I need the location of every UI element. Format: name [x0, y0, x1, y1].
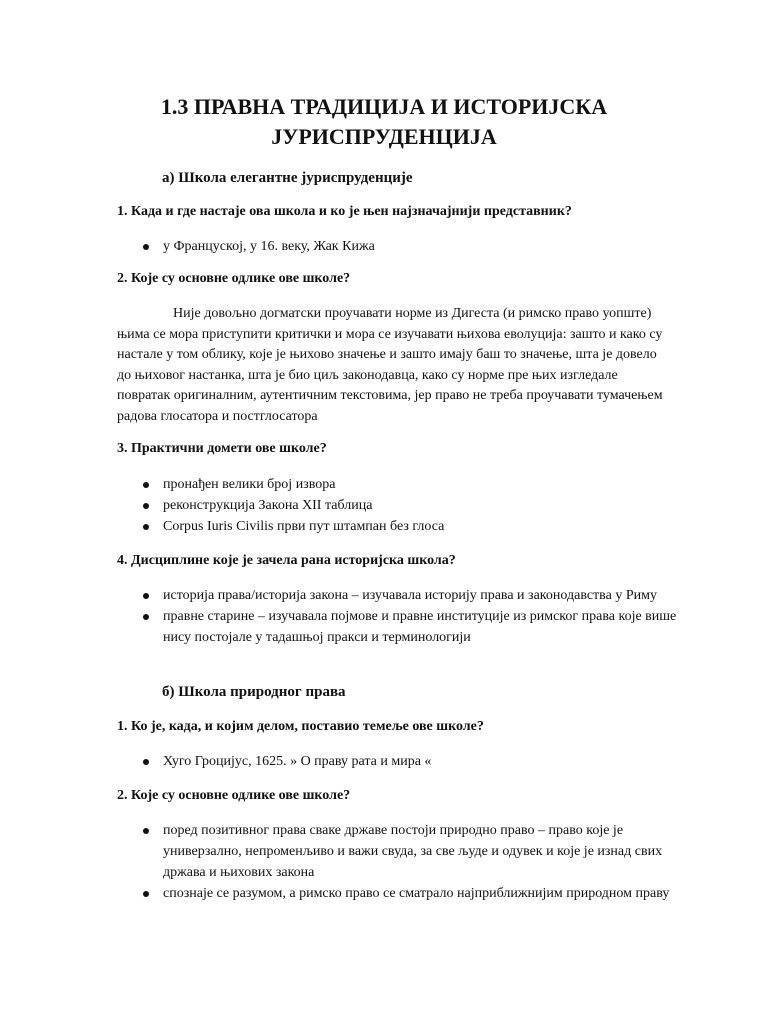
section-a-question-3: 3. Практични домети ове школе?	[117, 441, 327, 456]
list-item: Corpus Iuris Civilis први пут штампан без глоса	[143, 516, 677, 537]
section-a-heading: а) Школа елегантне јуриспруденције	[162, 170, 413, 186]
section-a-q3-list	[143, 474, 677, 537]
section-b-question-1: 1. Ко је, када, и којим делом, поставио темеље ове школе?	[117, 719, 484, 734]
section-a-question-4: 4. Дисциплине које је зачела рана историјска школа?	[117, 553, 456, 568]
section-a-question-1: 1. Када и где настаје ова школа и ко је њен најзначајнији представник?	[117, 204, 572, 219]
section-a-q2-paragraph: Није довољно догматски проучавати норме из Дигеста (и римско право уопште) њима се мора приступити критички и мора се изучавати њихова еволуција: зашто и како су настале у том облику, које је њихово значење и зашто имају баш то значење, шта је довело до њиховог настанка, шта је био циљ законодавца, како су норме пре њих изгледале повратак оригиналним, аутентичним текстовима, јер право не треба проучавати тумачењем радова глосатора и постглосатора	[117, 306, 663, 424]
title-line-1: 1.3 ПРАВНА ТРАДИЦИЈА И ИСТОРИЈСКА	[160, 94, 608, 119]
section-a-question-2: 2. Које су основне одлике ове школе?	[117, 271, 351, 286]
list-item: историја права/историја закона – изучавала историју права и законодавства у Риму	[143, 585, 677, 606]
section-b-q2-list	[143, 820, 677, 904]
section-b-q1-list	[143, 751, 677, 772]
list-item: спознаје се разумом, а римско право се сматрало најприближнијим природном праву	[143, 883, 677, 904]
list-item: Хуго Гроцијус, 1625. » О праву рата и мира «	[143, 751, 677, 772]
list-item: поред позитивног права сваке државе постоји природно право – право које је универзално, непроменљиво и важи свуда, за све људе и одувек и које је изнад свих држава и њихових закона	[143, 820, 677, 883]
section-b-heading: б) Школа природног права	[162, 684, 346, 700]
section-a-q1-list	[143, 236, 677, 257]
section-a-q4-list	[143, 585, 677, 648]
title-line-2: ЈУРИСПРУДЕНЦИЈА	[271, 124, 497, 149]
section-b-question-2: 2. Које су основне одлике ове школе?	[117, 788, 351, 803]
list-item: реконструкција Закона XII таблица	[143, 495, 677, 516]
list-item: правне старине – изучавала појмове и правне институције из римског права које више нису постојале у тадашњој пракси и терминологији	[143, 606, 677, 648]
list-item: пронађен велики број извора	[143, 474, 677, 495]
list-item: у Француској, у 16. веку, Жак Кижа	[143, 236, 677, 257]
page-title	[0, 92, 768, 152]
